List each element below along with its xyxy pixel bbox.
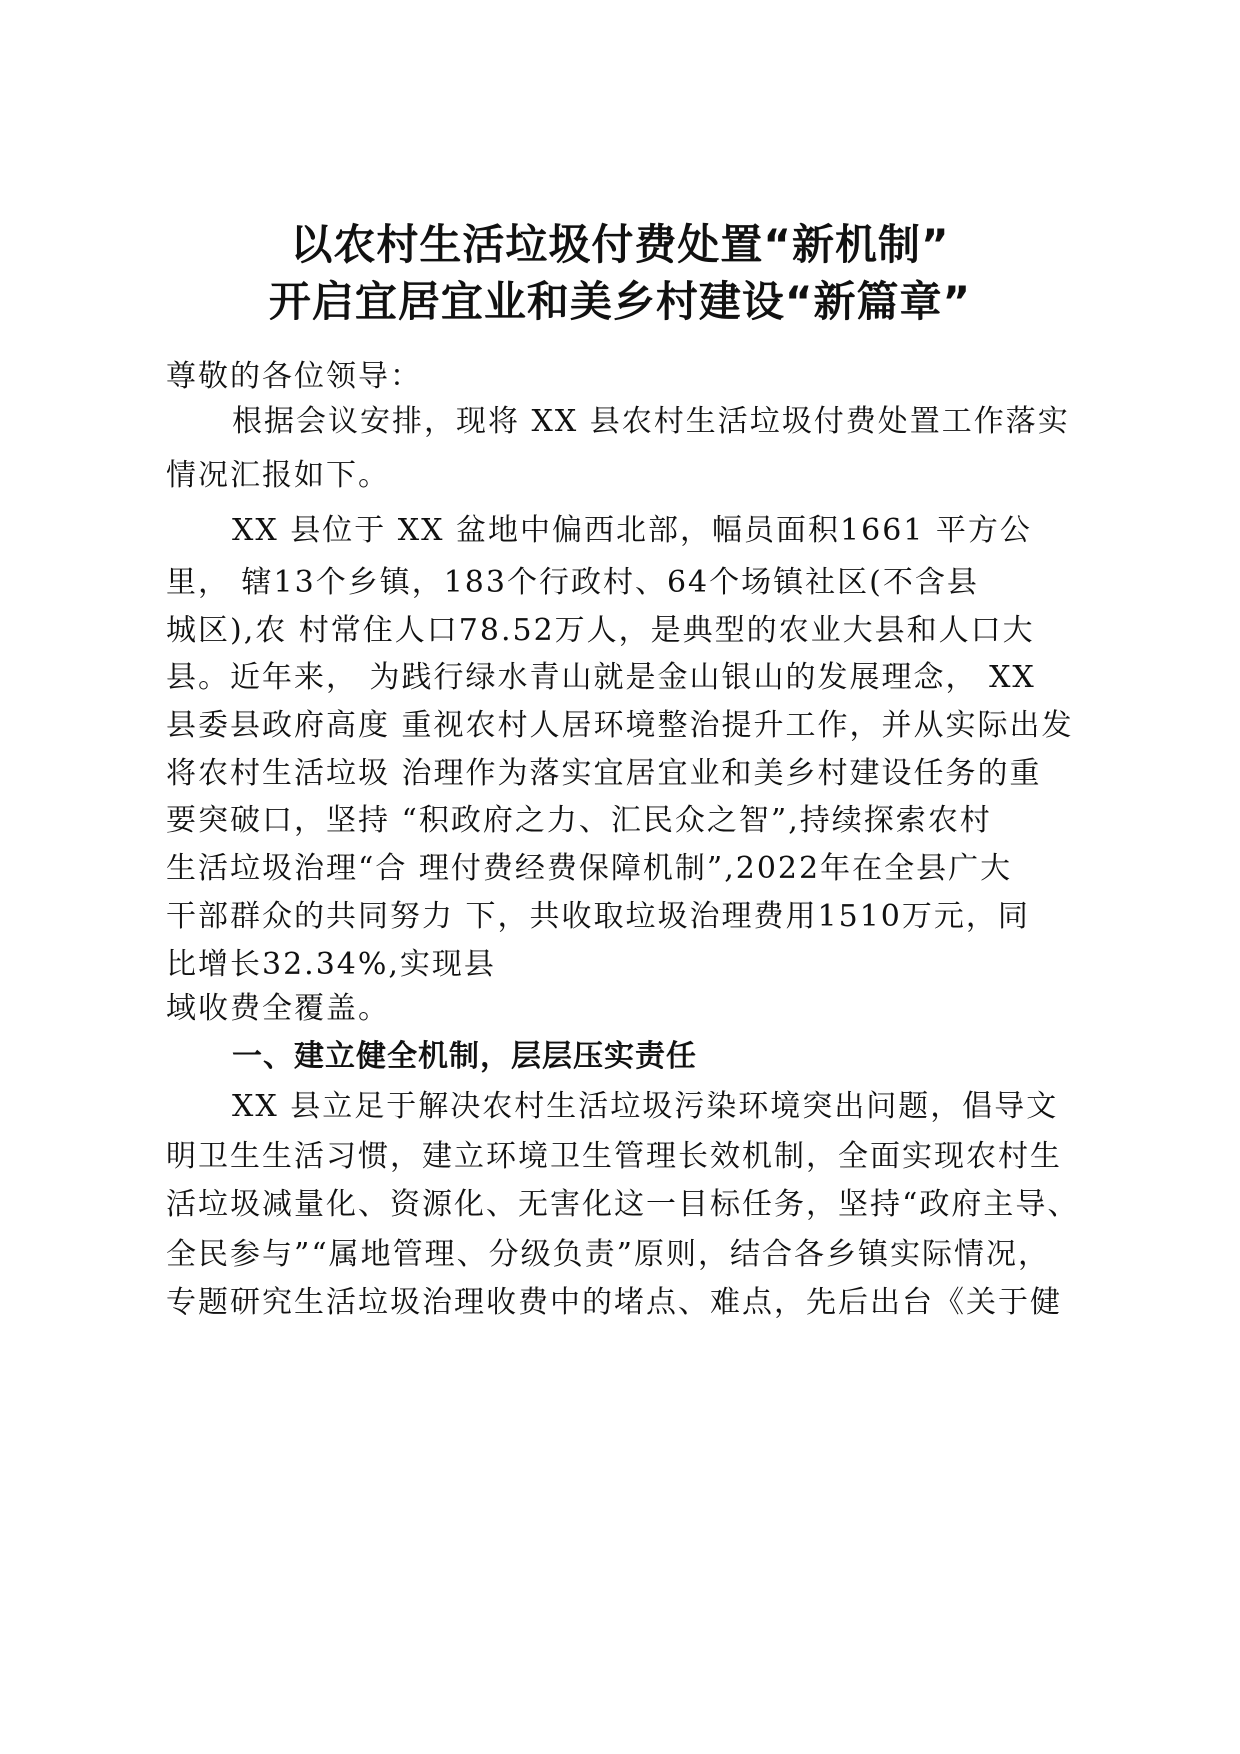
section-1-line-1: XX 县立足于解决农村生活垃圾污染环境突出问题，倡导文: [232, 1089, 1059, 1124]
overview-line-1: XX 县位于 XX 盆地中偏西北部，幅员面积1661 平方公: [232, 513, 1032, 548]
salutation: 尊敬的各位领导：: [166, 359, 422, 394]
overview-line-3: 城区),农 村常住人口78.52万人，是典型的农业大县和人口大: [166, 613, 1035, 648]
overview-line-2: 里， 辖13个乡镇，183个行政村、64个场镇社区(不含县: [166, 565, 979, 600]
overview-line-9: 干部群众的共同努力 下，共收取垃圾治理费用1510万元，同: [166, 899, 1030, 934]
document-title-line-2: 开启宜居宜业和美乡村建设“新篇章”: [268, 277, 972, 326]
overview-line-6: 将农村生活垃圾 治理作为落实宜居宜业和美乡村建设任务的重: [166, 756, 1042, 791]
document-title-line-1: 以农村生活垃圾付费处置“新机制”: [290, 220, 950, 269]
overview-line-11: 域收费全覆盖。: [166, 991, 390, 1026]
overview-line-10: 比增长32.34%,实现县: [166, 947, 496, 982]
intro-line-1: 根据会议安排，现将 XX 县农村生活垃圾付费处置工作落实: [232, 404, 1070, 439]
section-1-line-2: 明卫生生活习惯，建立环境卫生管理长效机制，全面实现农村生: [166, 1139, 1062, 1174]
intro-line-2: 情况汇报如下。: [166, 458, 390, 493]
section-1-line-5: 专题研究生活垃圾治理收费中的堵点、难点，先后出台《关于健: [166, 1285, 1062, 1320]
section-1-line-3: 活垃圾减量化、资源化、无害化这一目标任务，坚持“政府主导、: [166, 1187, 1080, 1222]
overview-line-8: 生活垃圾治理“合 理付费经费保障机制”,2022年在全县广大: [166, 851, 1013, 886]
section-1-heading: 一、建立健全机制，层层压实责任: [232, 1039, 697, 1074]
overview-line-5: 县委县政府高度 重视农村人居环境整治提升工作，并从实际出发: [166, 708, 1074, 743]
overview-line-4: 县。近年来， 为践行绿水青山就是金山银山的发展理念， XX: [166, 660, 1036, 695]
section-1-line-4: 全民参与”“属地管理、分级负责”原则，结合各乡镇实际情况，: [166, 1237, 1051, 1272]
overview-line-7: 要突破口，坚持 “积政府之力、汇民众之智”,持续探索农村: [166, 803, 992, 838]
